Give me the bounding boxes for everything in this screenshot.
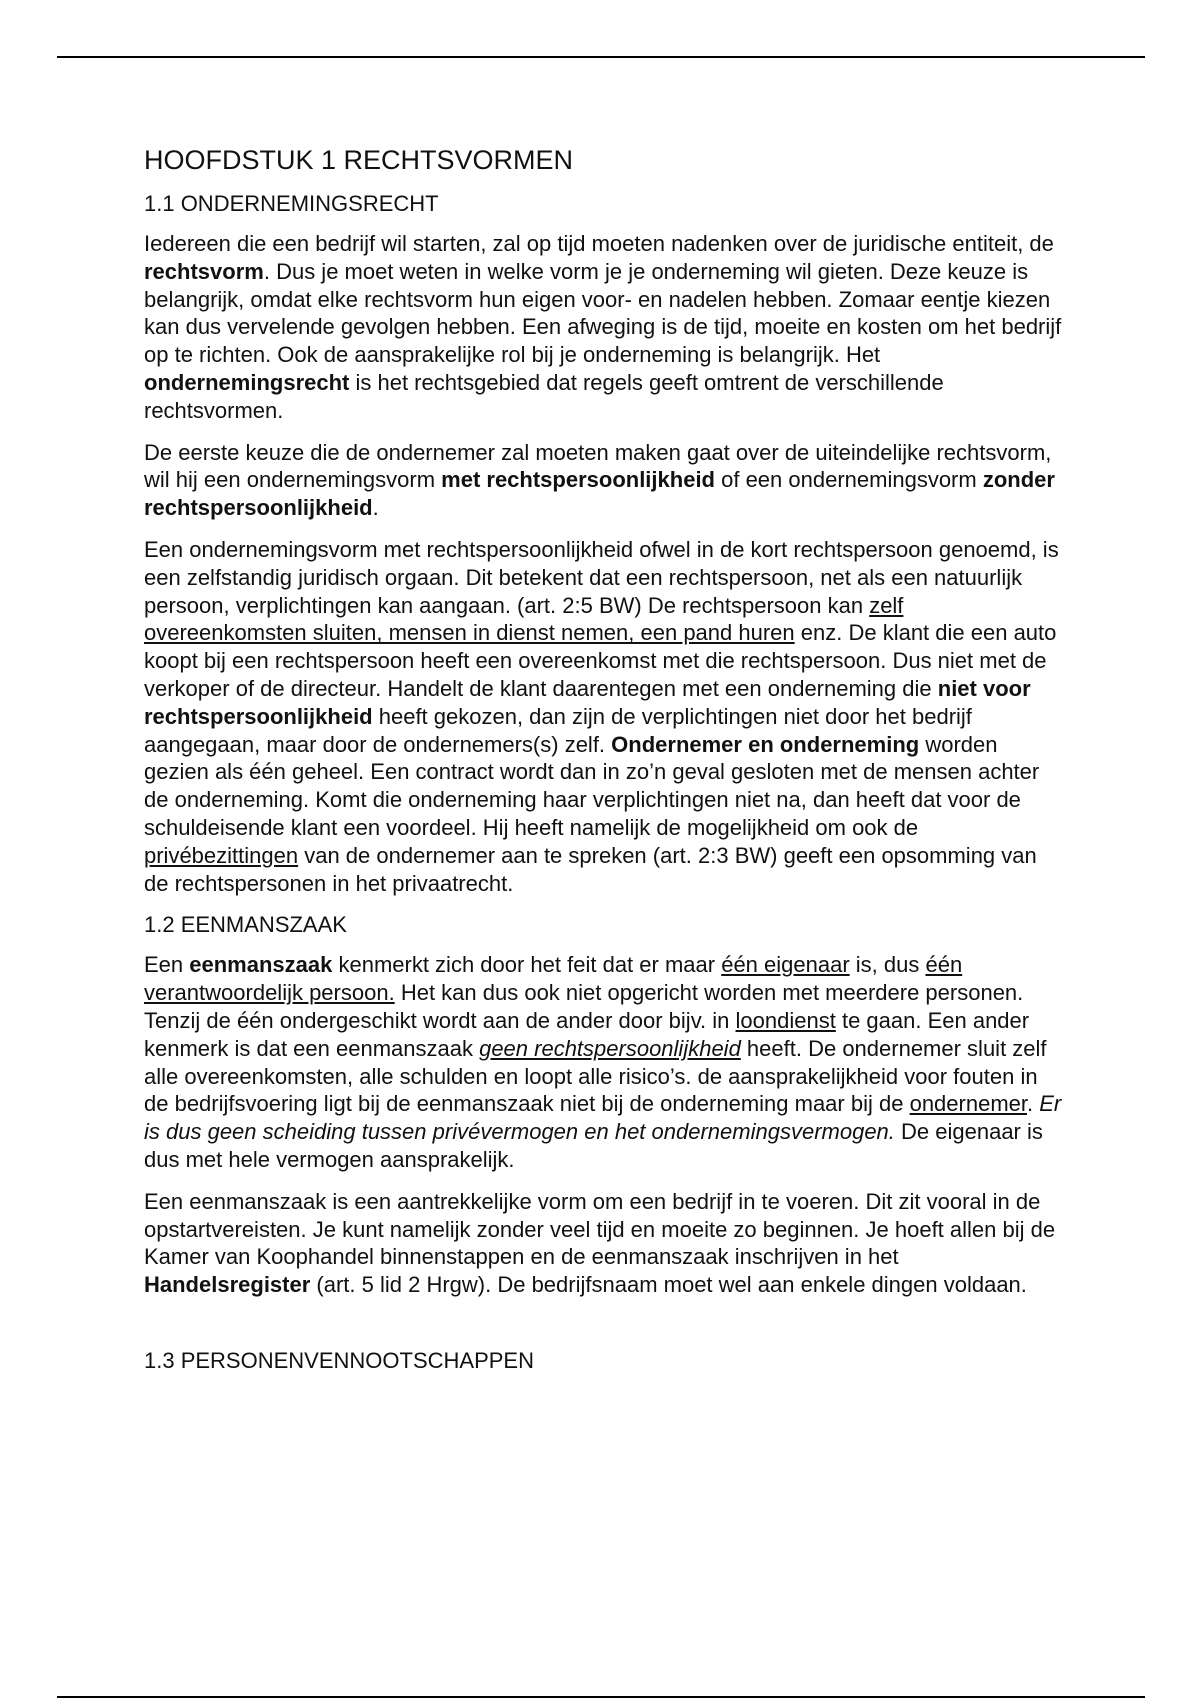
section-1-1-paragraph-1: Iedereen die een bedrijf wil starten, zal op tijd moeten nadenken over de juridische entiteit, de rechtsvorm. Dus je moet weten in welke vorm je je onderneming wil gieten. Deze keuze is belangrijk, omdat elke rechtsvorm hun eigen voor- en nadelen hebben. Zomaar eentje kiezen kan dus vervelende gevolgen hebben. Een afweging is de tijd, moeite en kosten om het bedrijf op te richten. Ook de aansprakelijke rol bij je onderneming is belangrijk. Het ondernemingsrecht is het rechtsgebied dat regels geeft omtrent de verschillende rechtsvormen. [144,231,1062,423]
section-1-2-title: 1.2 EENMANSZAAK [144,912,347,938]
section-1-2-paragraph-1: Een eenmanszaak kenmerkt zich door het feit dat er maar één eigenaar is, dus één verantwoordelijk persoon. Het kan dus ook niet opgericht worden met meerdere personen. Tenzij de één ondergeschikt wordt aan de ander door bijv. in loondienst te gaan. Een ander kenmerk is dat een eenmanszaak geen rechtspersoonlijkheid heeft. De ondernemer sluit zelf alle overeenkomsten, alle schulden en loopt alle risico’s. de aansprakelijkheid voor fouten in de bedrijfsvoering ligt bij de eenmanszaak niet bij de onderneming maar bij de ondernemer. Er is dus geen scheiding tussen privévermogen en het ondernemingsvermogen. De eigenaar is dus met hele vermogen aansprakelijk. [144,952,1062,1172]
footer-rule [57,1696,1145,1698]
document-body [144,143,1064,1387]
section-1-1-paragraph-2: De eerste keuze die de ondernemer zal moeten maken gaat over de uiteindelijke rechtsvorm, wil hij een ondernemingsvorm met rechtspersoonlijkheid of een ondernemingsvorm zonder rechtspersoonlijkheid. [144,439,1055,521]
section-1-1-paragraph-3: Een ondernemingsvorm met rechtspersoonlijkheid ofwel in de kort rechtspersoon genoemd, is een zelfstandig juridisch orgaan. Dit betekent dat een rechtspersoon, net als een natuurlijk persoon, verplichtingen kan aangaan. (art. 2:5 BW) De rechtspersoon kan zelf overeenkomsten sluiten, mensen in dienst nemen, een pand huren enz. De klant die een auto koopt bij een rechtspersoon heeft een overeenkomst met die rechtspersoon. Dus niet met de verkoper of de directeur. Handelt de klant daarentegen met een onderneming die niet voor rechtspersoonlijkheid heeft gekozen, dan zijn de verplichtingen niet door het bedrijf aangegaan, maar door de ondernemers(s) zelf. Ondernemer en onderneming worden gezien als één geheel. Een contract wordt dan in zo’n geval gesloten met de mensen achter de onderneming. Komt die onderneming haar verplichtingen niet na, dan heeft dat voor de schuldeisende klant een voordeel. Hij heeft namelijk de mogelijkheid om ook de privébezittingen van de ondernemer aan te spreken (art. 2:3 BW) geeft een opsomming van de rechtspersonen in het privaatrecht. [144,536,1059,896]
chapter-title: HOOFDSTUK 1 RECHTSVORMEN [144,145,574,175]
section-1-3-title: 1.3 PERSONENVENNOOTSCHAPPEN [144,1347,534,1373]
section-1-1-title: 1.1 ONDERNEMINGSRECHT [144,191,439,216]
header-rule [57,56,1145,58]
section-1-2-paragraph-2: Een eenmanszaak is een aantrekkelijke vorm om een bedrijf in te voeren. Dit zit vooral in de opstartvereisten. Je kunt namelijk zonder veel tijd en moeite zo beginnen. Je hoeft allen bij de Kamer van Koophandel binnenstappen en de eenmanszaak inschrijven in het Handelsregister (art. 5 lid 2 Hrgw). De bedrijfsnaam moet wel aan enkele dingen voldaan. [144,1188,1056,1298]
